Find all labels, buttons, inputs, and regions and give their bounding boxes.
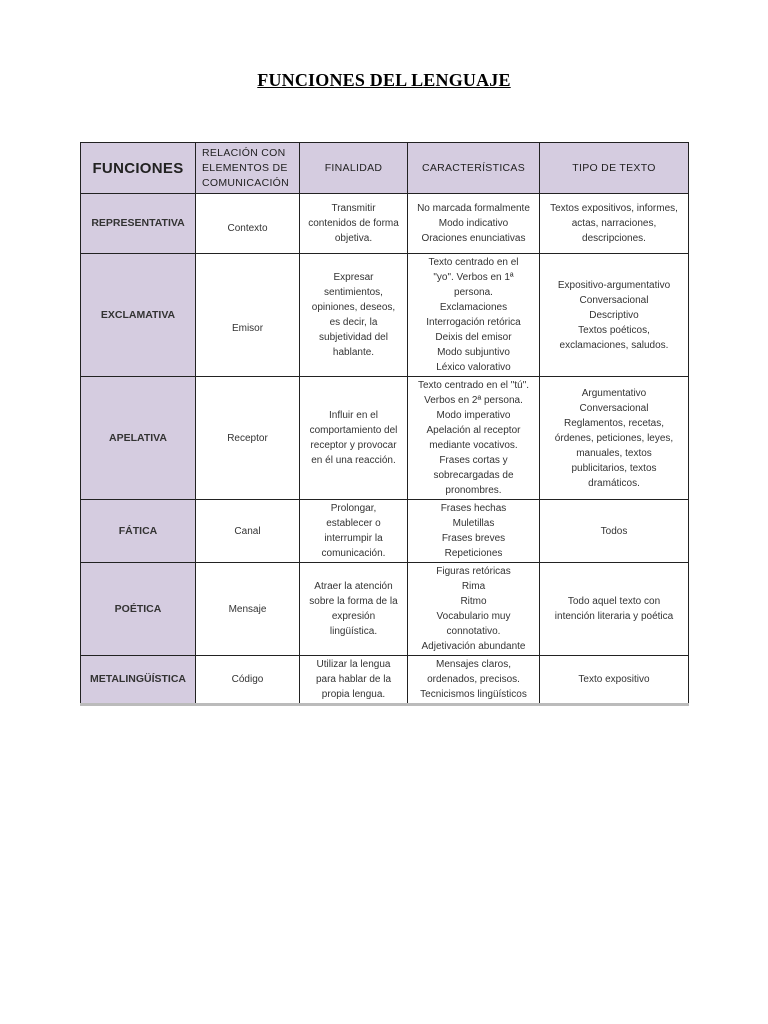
cell-funcion: FÁTICA — [81, 500, 196, 563]
cell-tipo-texto: Textos expositivos, informes, actas, narraciones, descripciones. — [540, 194, 689, 254]
cell-caracteristicas: Figuras retóricas Rima Ritmo Vocabulario muy connotativo. Adjetivación abundante — [408, 563, 540, 656]
cell-tipo-texto: Argumentativo Conversacional Reglamentos, recetas, órdenes, peticiones, leyes, manuales, textos publicitarios, textos dramáticos. — [540, 377, 689, 500]
header-finalidad: FINALIDAD — [300, 143, 408, 194]
cell-funcion: REPRESENTATIVA — [81, 194, 196, 254]
table-row — [81, 254, 689, 377]
header-caracteristicas: CARACTERÍSTICAS — [408, 143, 540, 194]
cell-relacion: Receptor — [196, 377, 300, 500]
cell-relacion: Canal — [196, 500, 300, 563]
table-row — [81, 563, 689, 656]
cell-caracteristicas: Mensajes claros, ordenados, precisos. Tecnicismos lingüísticos — [408, 656, 540, 705]
header-relacion: RELACIÓN CON ELEMENTOS DE COMUNICACIÓN — [196, 143, 300, 194]
cell-caracteristicas: Texto centrado en el "tú". Verbos en 2ª persona. Modo imperativo Apelación al receptor mediante vocativos. Frases cortas y sobrecargadas de pronombres. — [408, 377, 540, 500]
table-header-row — [81, 143, 689, 194]
table-row — [81, 377, 689, 500]
cell-finalidad: Expresar sentimientos, opiniones, deseos, es decir, la subjetividad del hablante. — [300, 254, 408, 377]
cell-funcion: POÉTICA — [81, 563, 196, 656]
functions-table — [80, 142, 689, 706]
header-funciones: FUNCIONES — [81, 143, 196, 194]
cell-finalidad: Atraer la atención sobre la forma de la expresión lingüística. — [300, 563, 408, 656]
table-row — [81, 656, 689, 705]
cell-relacion: Código — [196, 656, 300, 705]
cell-tipo-texto: Expositivo-argumentativo Conversacional Descriptivo Textos poéticos, exclamaciones, saludos. — [540, 254, 689, 377]
cell-tipo-texto: Todo aquel texto con intención literaria y poética — [540, 563, 689, 656]
cell-tipo-texto: Todos — [540, 500, 689, 563]
cell-relacion: Emisor — [196, 254, 300, 377]
table-row — [81, 194, 689, 254]
header-tipo-texto: TIPO DE TEXTO — [540, 143, 689, 194]
page-title: FUNCIONES DEL LENGUAJE — [257, 70, 511, 90]
cell-funcion: EXCLAMATIVA — [81, 254, 196, 377]
cell-relacion: Mensaje — [196, 563, 300, 656]
cell-caracteristicas: Frases hechas Muletillas Frases breves Repeticiones — [408, 500, 540, 563]
table-row — [81, 500, 689, 563]
cell-funcion: APELATIVA — [81, 377, 196, 500]
cell-caracteristicas: No marcada formalmente Modo indicativo Oraciones enunciativas — [408, 194, 540, 254]
cell-finalidad: Influir en el comportamiento del receptor y provocar en él una reacción. — [300, 377, 408, 500]
cell-finalidad: Prolongar, establecer o interrumpir la comunicación. — [300, 500, 408, 563]
cell-caracteristicas: Texto centrado en el "yo". Verbos en 1ª persona. Exclamaciones Interrogación retórica Deixis del emisor Modo subjuntivo Léxico valorativo — [408, 254, 540, 377]
cell-relacion: Contexto — [196, 194, 300, 254]
cell-tipo-texto: Texto expositivo — [540, 656, 689, 705]
cell-finalidad: Transmitir contenidos de forma objetiva. — [300, 194, 408, 254]
cell-funcion: METALINGÜÍSTICA — [81, 656, 196, 705]
cell-finalidad: Utilizar la lengua para hablar de la propia lengua. — [300, 656, 408, 705]
